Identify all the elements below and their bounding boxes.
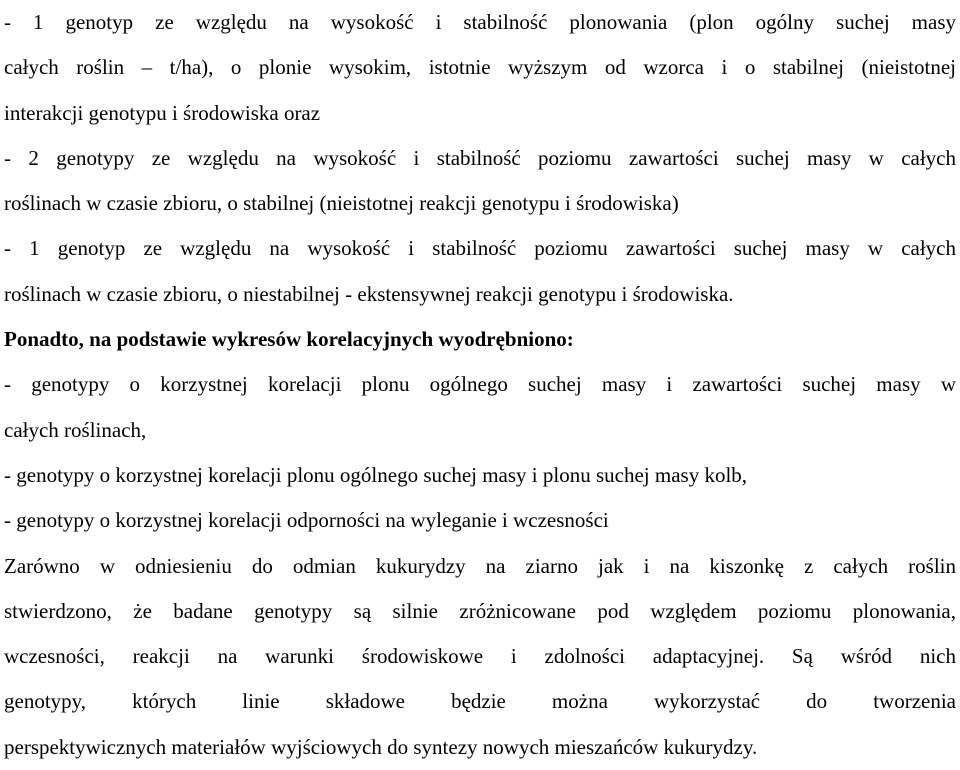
text-line: genotypy, których linie składowe będzie można wykorzystać do tworzenia: [4, 689, 956, 714]
document-body: [4, 0, 956, 770]
text-line: wczesności, reakcji na warunki środowiskowe i zdolności adaptacyjnej. Są wśród nich: [4, 644, 956, 669]
text-line: całych roślinach,: [4, 417, 147, 442]
text-line: - genotypy o korzystnej korelacji odporności na wyleganie i wczesności: [4, 508, 609, 533]
text-line: interakcji genotypu i środowiska oraz: [4, 100, 321, 125]
text-line: Zarówno w odniesieniu do odmian kukurydzy na ziarno jak i na kiszonkę z całych roślin: [4, 553, 956, 578]
section-heading: Ponadto, na podstawie wykresów korelacyjnych wyodrębniono:: [4, 327, 574, 352]
text-line: - genotypy o korzystnej korelacji plonu ogólnego suchej masy i plonu suchej masy kolb,: [4, 462, 748, 487]
text-line: roślinach w czasie zbioru, o stabilnej (nieistotnej reakcji genotypu i środowiska): [4, 191, 679, 216]
text-line: - genotypy o korzystnej korelacji plonu ogólnego suchej masy i zawartości suchej masy w: [4, 372, 956, 397]
text-line: roślinach w czasie zbioru, o niestabilnej - ekstensywnej reakcji genotypu i środowiska.: [4, 281, 734, 306]
text-line: - 1 genotyp ze względu na wysokość i stabilność poziomu zawartości suchej masy w całych: [4, 236, 956, 261]
text-line: całych roślin – t/ha), o plonie wysokim, istotnie wyższym od wzorca i o stabilnej (nieistotnej: [4, 55, 956, 80]
text-line: - 2 genotypy ze względu na wysokość i stabilność poziomu zawartości suchej masy w całych: [4, 145, 956, 170]
text-line: perspektywicznych materiałów wyjściowych do syntezy nowych mieszańców kukurydzy.: [4, 734, 758, 759]
text-line: - 1 genotyp ze względu na wysokość i stabilność plonowania (plon ogólny suchej masy: [4, 10, 956, 34]
text-line: stwierdzono, że badane genotypy są silnie zróżnicowane pod względem poziomu plonowania,: [4, 598, 956, 623]
